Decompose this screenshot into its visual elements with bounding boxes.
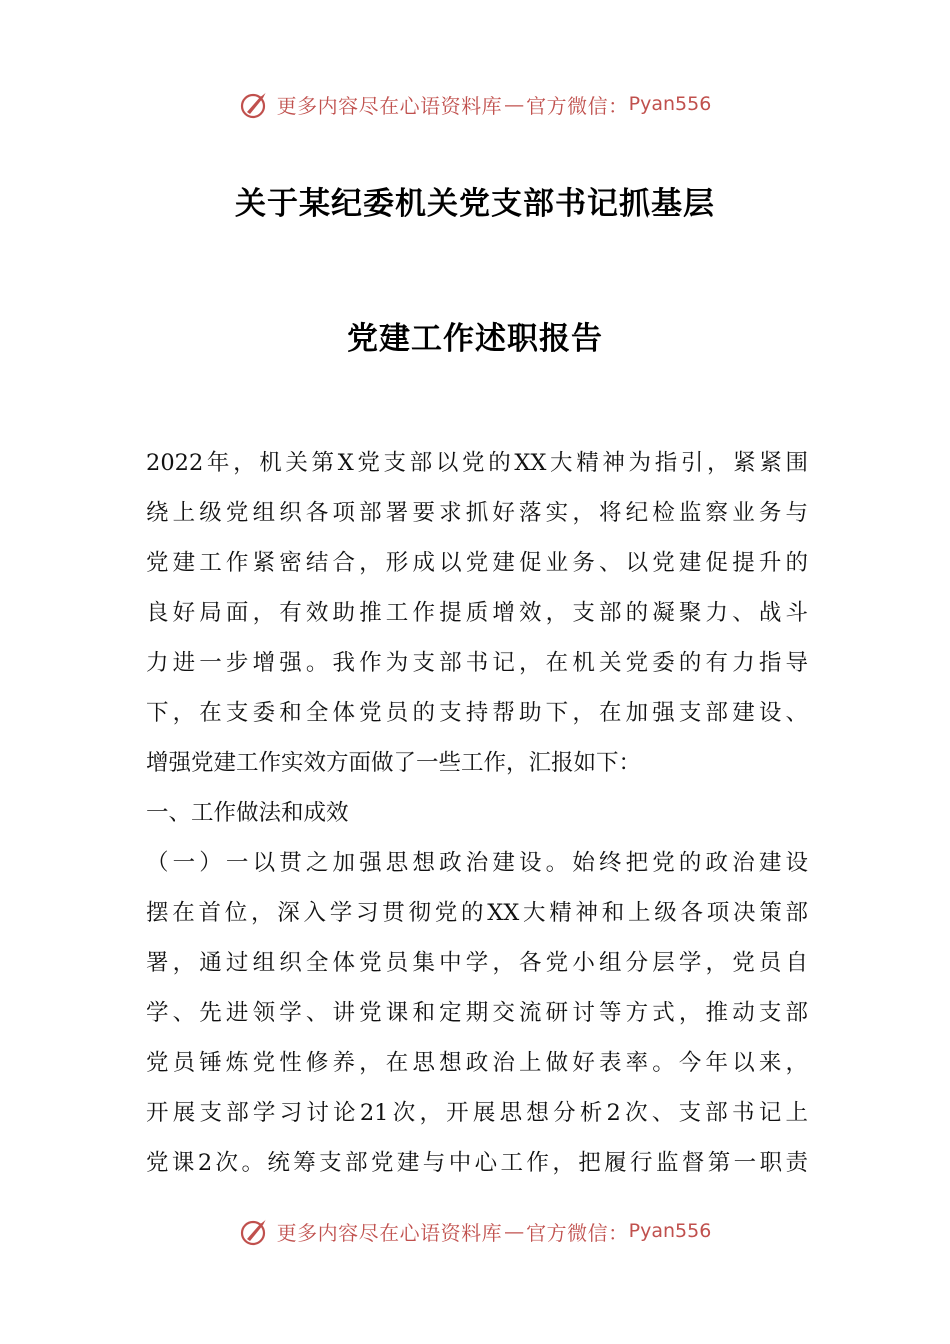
body-line: 党建工作紧密结合，形成以党建促业务、以党建促提升的	[146, 550, 808, 576]
watermark-header	[0, 84, 950, 124]
watermark-text: 更多内容尽在心语资料库	[276, 93, 503, 118]
pen-nib-logo-icon	[239, 1215, 271, 1247]
document-title-line-2: 党建工作述职报告	[347, 321, 603, 357]
body-line: 力进一步增强。我作为支部书记，在机关党委的有力指导	[146, 650, 808, 676]
watermark-separator: —	[504, 92, 525, 116]
body-line: 2022年，机关第X党支部以党的XX大精神为指引，紧紧围	[146, 450, 808, 476]
watermark-suffix: 官方微信：	[526, 93, 629, 118]
watermark-separator: —	[504, 1219, 525, 1243]
watermark-suffix: 官方微信：	[526, 1220, 629, 1245]
body-line: 党员锤炼党性修养，在思想政治上做好表率。今年以来，	[146, 1050, 808, 1076]
body-line: 良好局面，有效助推工作提质增效，支部的凝聚力、战斗	[146, 600, 808, 626]
document-title-line-1: 关于某纪委机关党支部书记抓基层	[235, 186, 715, 222]
body-line: （一）一以贯之加强思想政治建设。始终把党的政治建设	[146, 850, 808, 876]
body-line: 学、先进领学、讲党课和定期交流研讨等方式，推动支部	[146, 1000, 808, 1026]
body-line: 署，通过组织全体党员集中学，各党小组分层学，党员自	[146, 950, 808, 976]
body-line: 党课2次。统筹支部党建与中心工作，把履行监督第一职责	[146, 1150, 808, 1176]
pen-nib-logo-icon	[239, 88, 271, 120]
section-heading: 一、工作做法和成效	[146, 800, 349, 826]
body-line: 开展支部学习讨论21次，开展思想分析2次、支部书记上	[146, 1100, 808, 1126]
body-line: 摆在首位，深入学习贯彻党的XX大精神和上级各项决策部	[146, 900, 808, 926]
watermark-text: 更多内容尽在心语资料库	[276, 1220, 503, 1245]
watermark-handle: Pyan556	[628, 1220, 712, 1242]
document-body	[146, 438, 808, 1188]
body-line: 增强党建工作实效方面做了一些工作，汇报如下：	[146, 750, 642, 776]
watermark-footer	[0, 1211, 950, 1251]
watermark-handle: Pyan556	[628, 93, 712, 115]
body-line: 绕上级党组织各项部署要求抓好落实，将纪检监察业务与	[146, 500, 808, 526]
body-line: 下，在支委和全体党员的支持帮助下，在加强支部建设、	[146, 700, 808, 726]
